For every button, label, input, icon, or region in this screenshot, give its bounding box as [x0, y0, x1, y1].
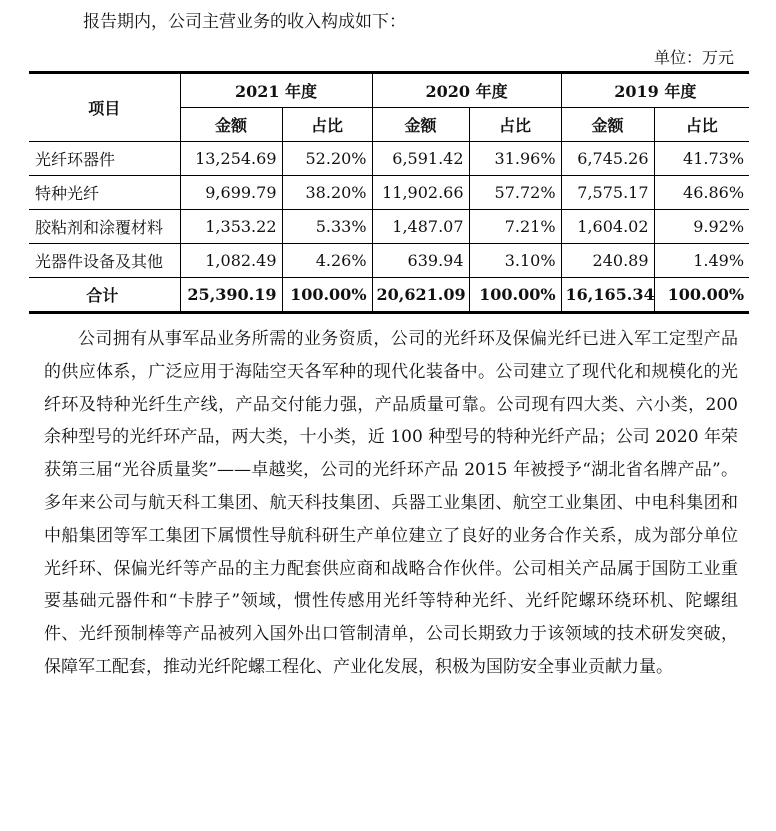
amount-cell: 9,699.79 — [180, 176, 282, 210]
ratio-cell: 3.10% — [469, 244, 561, 278]
amount-cell: 240.89 — [561, 244, 654, 278]
amount-header-2020: 金额 — [372, 108, 469, 142]
amount-cell: 639.94 — [372, 244, 469, 278]
ratio-header-2020: 占比 — [469, 108, 561, 142]
revenue-table — [29, 71, 749, 314]
ratio-cell: 38.20% — [282, 176, 372, 210]
amount-cell: 1,082.49 — [180, 244, 282, 278]
amount-cell: 1,604.02 — [561, 210, 654, 244]
ratio-cell: 5.33% — [282, 210, 372, 244]
total-ratio-cell: 100.00% — [469, 278, 561, 313]
ratio-cell: 7.21% — [469, 210, 561, 244]
total-amount-cell: 16,165.34 — [561, 278, 654, 313]
amount-cell: 13,254.69 — [180, 142, 282, 176]
row-item-label: 光纤环器件 — [29, 142, 180, 176]
ratio-cell: 1.49% — [654, 244, 749, 278]
total-ratio-cell: 100.00% — [654, 278, 749, 313]
row-item-label: 胶粘剂和涂覆材料 — [29, 210, 180, 244]
year-header-2020: 2020 年度 — [372, 73, 561, 108]
ratio-cell: 4.26% — [282, 244, 372, 278]
amount-cell: 6,745.26 — [561, 142, 654, 176]
table-row — [29, 244, 749, 278]
amount-cell: 7,575.17 — [561, 176, 654, 210]
year-header-2019: 2019 年度 — [561, 73, 749, 108]
amount-cell: 11,902.66 — [372, 176, 469, 210]
table-row — [29, 210, 749, 244]
ratio-cell: 9.92% — [654, 210, 749, 244]
ratio-cell: 41.73% — [654, 142, 749, 176]
total-ratio-cell: 100.00% — [282, 278, 372, 313]
total-row — [29, 278, 749, 313]
amount-header-2021: 金额 — [180, 108, 282, 142]
ratio-header-2019: 占比 — [654, 108, 749, 142]
row-item-label: 光器件设备及其他 — [29, 244, 180, 278]
table-row — [29, 176, 749, 210]
header-row-years — [29, 73, 749, 108]
item-header: 项目 — [29, 73, 180, 142]
unit-label: 单位：万元 — [653, 48, 734, 67]
year-header-2021: 2021 年度 — [180, 73, 372, 108]
total-amount-cell: 25,390.19 — [180, 278, 282, 313]
row-item-label: 特种光纤 — [29, 176, 180, 210]
total-amount-cell: 20,621.09 — [372, 278, 469, 313]
total-label: 合计 — [29, 278, 180, 313]
ratio-header-2021: 占比 — [282, 108, 372, 142]
ratio-cell: 52.20% — [282, 142, 372, 176]
intro-text: 报告期内，公司主营业务的收入构成如下： — [83, 12, 406, 32]
ratio-cell: 31.96% — [469, 142, 561, 176]
ratio-cell: 46.86% — [654, 176, 749, 210]
body-paragraph: 公司拥有从事军品业务所需的业务资质，公司的光纤环及保偏光纤已进入军工定型产品的供应体系，广泛应用于海陆空天各军种的现代化装备中。公司建立了现代化和规模化的光纤环及特种光纤生产线，产品交付能力强，产品质量可靠。公司现有四大类、六小类，200 余种型号的光纤环产品，两大类，十小类，近 100 种型号的特种光纤产品；公司 2020 年荣获第三届“光谷质量奖”——卓越奖，公司的光纤环产品 2015 年被授予“湖北省名牌产品”。多年来公司与航天科工集团、航天科技集团、兵器工业集团、航空工业集团、中电科集团和中船集团等军工集团下属惯性导航科研生产单位建立了良好的业务合作关系，成为部分单位光纤环、保偏光纤等产品的主力配套供应商和战略合作伙伴。公司相关产品属于国防工业重要基础元器件和“卡脖子”领域，惯性传感用光纤等特种光纤、光纤陀螺环绕环机、陀螺组件、光纤预制棒等产品被列入国外出口管制清单，公司长期致力于该领域的技术研发突破，保障军工配套，推动光纤陀螺工程化、产业化发展，积极为国防安全事业贡献力量。 — [44, 329, 738, 677]
amount-cell: 1,353.22 — [180, 210, 282, 244]
amount-cell: 6,591.42 — [372, 142, 469, 176]
amount-cell: 1,487.07 — [372, 210, 469, 244]
table-row — [29, 142, 749, 176]
amount-header-2019: 金额 — [561, 108, 654, 142]
ratio-cell: 57.72% — [469, 176, 561, 210]
